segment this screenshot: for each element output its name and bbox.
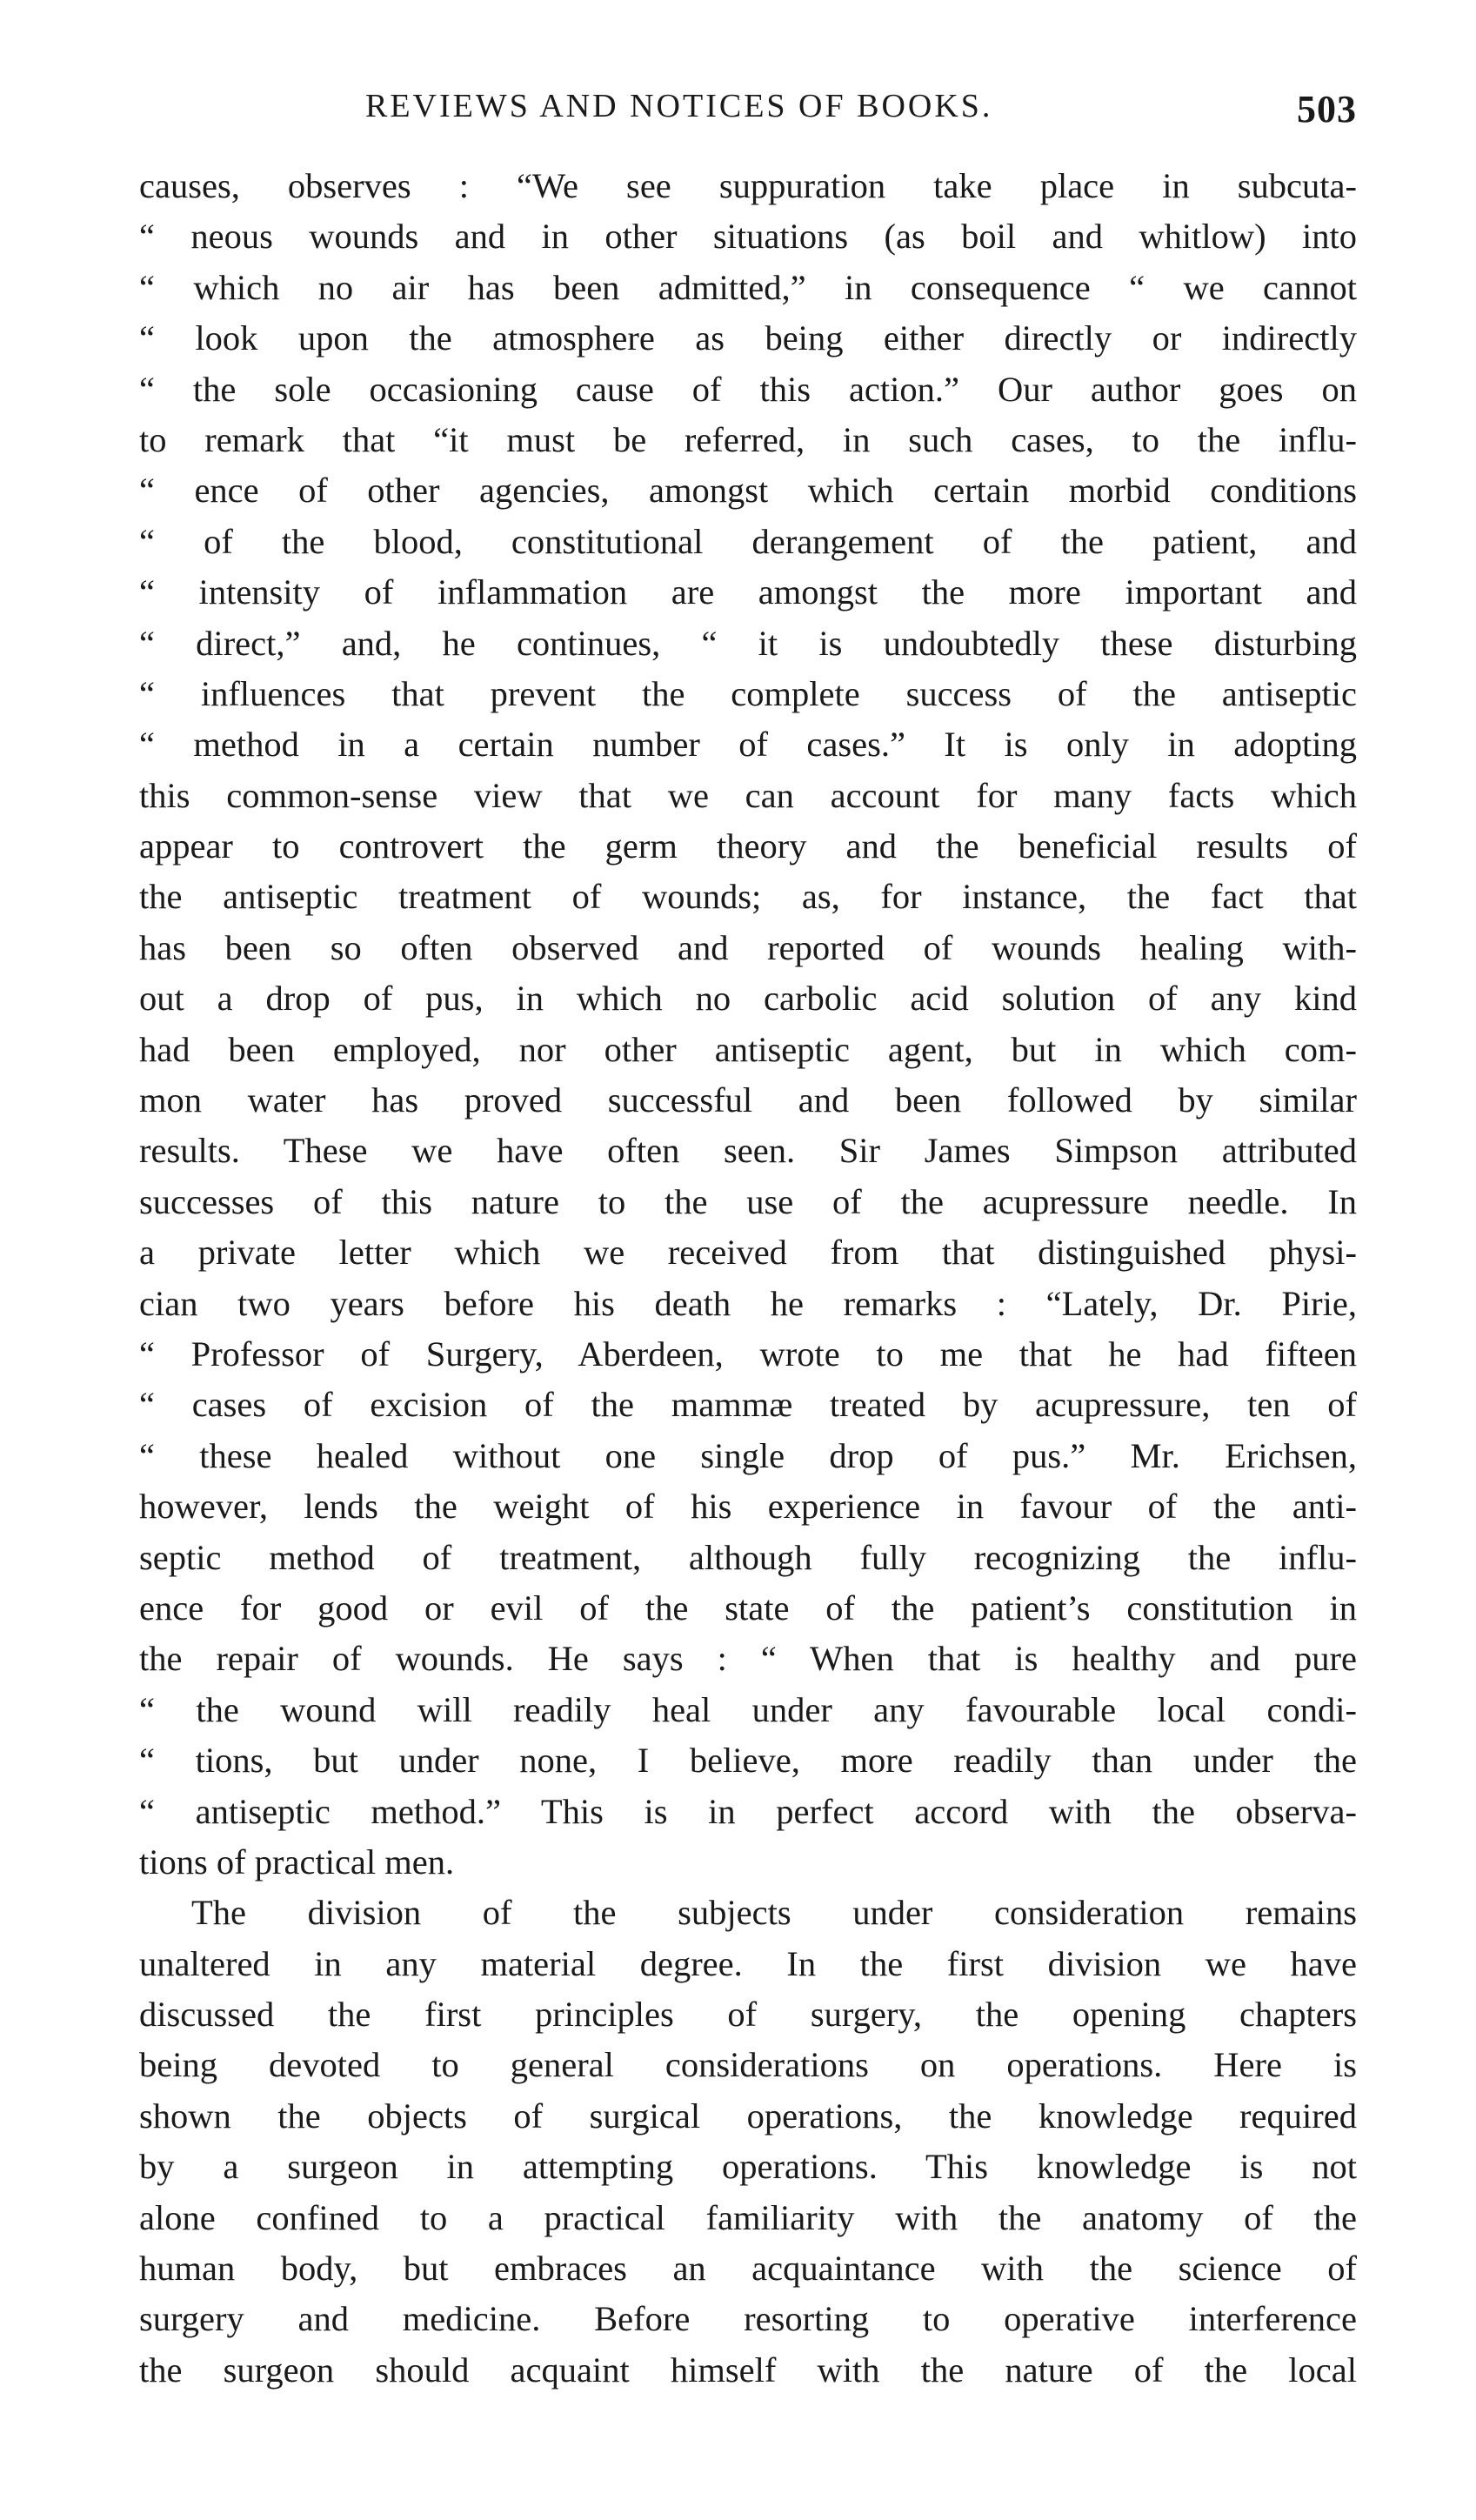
body-text xyxy=(139,161,1357,2396)
text-line: “ ence of other agencies, amongst which certain morbid conditions xyxy=(139,471,1357,511)
text-line: “ intensity of inflammation are amongst the more important and xyxy=(139,572,1357,612)
document-page xyxy=(139,87,1357,2396)
text-line: cian two years before his death he remarks : “Lately, Dr. Pirie, xyxy=(139,1283,1357,1323)
text-line: “ direct,” and, he continues, “ it is undoubtedly these disturbing xyxy=(139,623,1357,663)
text-line: human body, but embraces an acquaintance with the science of xyxy=(139,2249,1357,2289)
page-number: 503 xyxy=(1297,88,1357,130)
paragraph-2 xyxy=(139,1888,1357,2396)
text-line: out a drop of pus, in which no carbolic acid solution of any kind xyxy=(139,979,1357,1019)
text-line: “ Professor of Surgery, Aberdeen, wrote to me that he had fifteen xyxy=(139,1334,1357,1374)
text-line: unaltered in any material degree. In the first division we have xyxy=(139,1943,1357,1983)
paragraph-1 xyxy=(139,161,1357,1888)
text-line: by a surgeon in attempting operations. This knowledge is not xyxy=(139,2147,1357,2187)
text-line: a private letter which we received from that distinguished physi- xyxy=(139,1233,1357,1273)
text-line: the repair of wounds. He says : “ When that is healthy and pure xyxy=(139,1639,1357,1679)
text-line: causes, observes : “We see suppuration take place in subcuta- xyxy=(139,166,1357,205)
text-line: discussed the first principles of surgery, the opening chapters xyxy=(139,1995,1357,2035)
text-line: results. These we have often seen. Sir James Simpson attributed xyxy=(139,1131,1357,1171)
running-title: REVIEWS AND NOTICES OF BOOKS. xyxy=(365,88,993,124)
text-line: ence for good or evil of the state of the patient’s constitution in xyxy=(139,1588,1357,1628)
text-line: however, lends the weight of his experience in favour of the anti- xyxy=(139,1487,1357,1527)
text-line: “ tions, but under none, I believe, more readily than under the xyxy=(139,1741,1357,1781)
text-line: mon water has proved successful and been followed by similar xyxy=(139,1080,1357,1120)
text-line: “ cases of excision of the mammæ treated by acupressure, ten of xyxy=(139,1385,1357,1425)
text-line: the surgeon should acquaint himself with the nature of the local xyxy=(139,2350,1357,2390)
text-line: septic method of treatment, although fully recognizing the influ- xyxy=(139,1537,1357,1577)
text-line: appear to controvert the germ theory and the beneficial results of xyxy=(139,826,1357,866)
text-line: surgery and medicine. Before resorting to operative interference xyxy=(139,2299,1357,2339)
running-header xyxy=(139,87,1357,139)
text-line: shown the objects of surgical operations, the knowledge required xyxy=(139,2096,1357,2136)
text-line: had been employed, nor other antiseptic agent, but in which com- xyxy=(139,1029,1357,1069)
text-line: has been so often observed and reported of wounds healing with- xyxy=(139,927,1357,967)
text-line: alone confined to a practical familiarity with the anatomy of the xyxy=(139,2197,1357,2237)
text-line: tions of practical men. xyxy=(139,1842,455,1882)
text-line: “ which no air has been admitted,” in consequence “ we cannot xyxy=(139,267,1357,307)
text-line: this common-sense view that we can account for many facts which xyxy=(139,775,1357,815)
text-line: “ influences that prevent the complete success of the antiseptic xyxy=(139,673,1357,713)
text-line: being devoted to general considerations on operations. Here is xyxy=(139,2045,1357,2085)
text-line: successes of this nature to the use of the acupressure needle. In xyxy=(139,1181,1357,1221)
text-line: The division of the subjects under consideration remains xyxy=(191,1893,1357,1933)
text-line: “ the sole occasioning cause of this action.” Our author goes on xyxy=(139,369,1357,409)
text-line: “ antiseptic method.” This is in perfect accord with the observa- xyxy=(139,1791,1357,1831)
text-line: “ neous wounds and in other situations (as boil and whitlow) into xyxy=(139,217,1357,257)
text-line: “ these healed without one single drop of pus.” Mr. Erichsen, xyxy=(139,1435,1357,1475)
text-line: the antiseptic treatment of wounds; as, for instance, the fact that xyxy=(139,877,1357,917)
text-line: “ method in a certain number of cases.” It is only in adopting xyxy=(139,725,1357,765)
text-line: “ the wound will readily heal under any favourable local condi- xyxy=(139,1689,1357,1729)
text-line: “ of the blood, constitutional derangement of the patient, and xyxy=(139,521,1357,561)
text-line: “ look upon the atmosphere as being either directly or indirectly xyxy=(139,318,1357,358)
text-line: to remark that “it must be referred, in such cases, to the influ- xyxy=(139,419,1357,459)
